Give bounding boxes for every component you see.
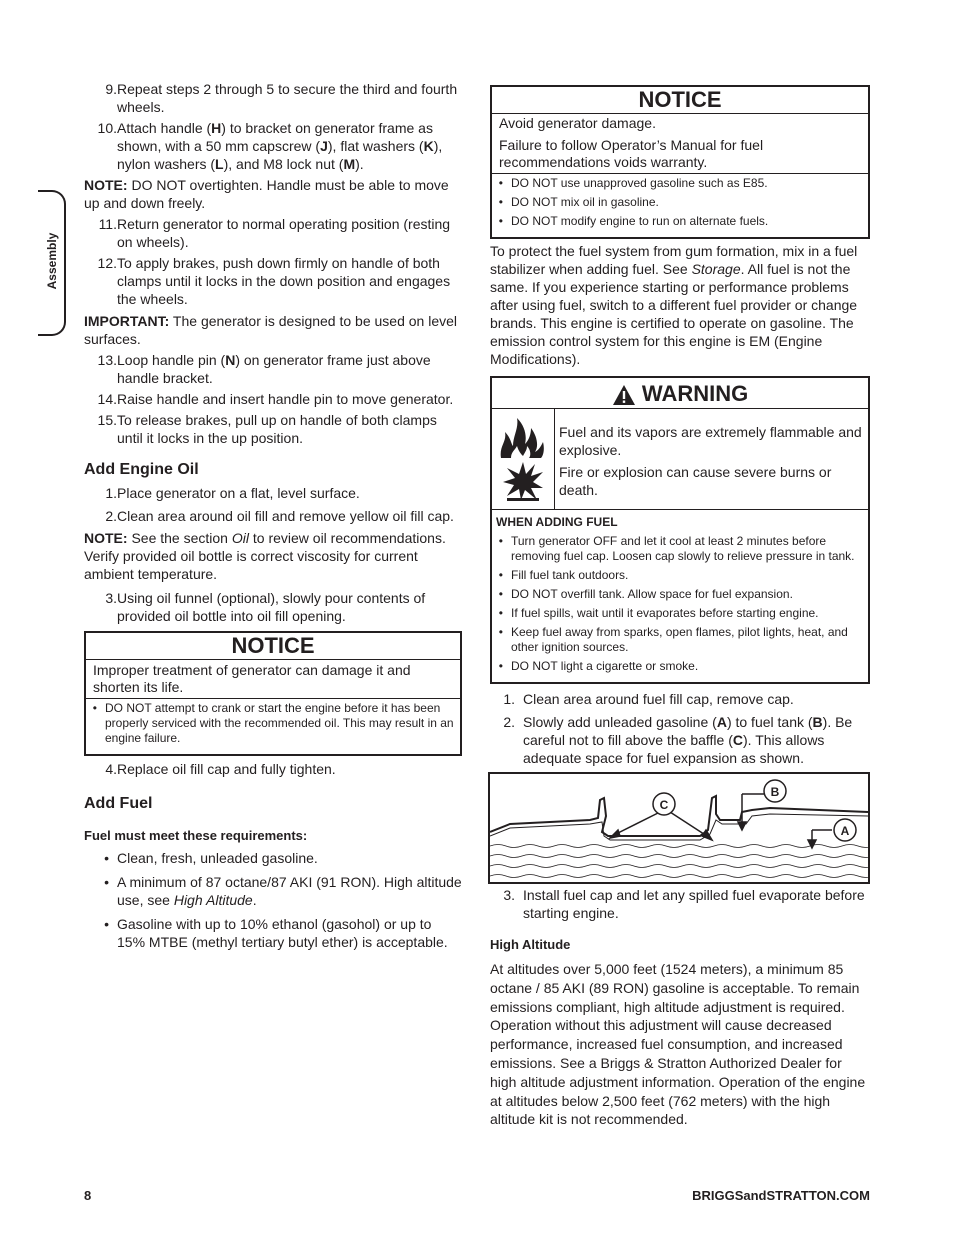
label-c: C (659, 798, 669, 812)
step-9: 9. Repeat steps 2 through 5 to secure the third and fourth wheels. (105, 81, 458, 115)
important-note: IMPORTANT: The generator is designed to be used on level surfaces. (84, 313, 458, 347)
warning-bullet: • If fuel spills, wait until it evaporates before starting engine. (498, 606, 819, 620)
notice-fuel-title: NOTICE (492, 87, 868, 114)
step-12: 12. To apply brakes, push down firmly on handle of both clamps until it locks in the down position and engages the wheels. (97, 255, 451, 307)
fuel-requirements-list (84, 849, 462, 951)
oil-step-1: 1. Place generator on a flat, level surface. (105, 485, 360, 501)
step-11: 11. Return generator to normal operating position (resting on wheels). (98, 216, 451, 250)
notice-fuel-box (490, 85, 870, 239)
note-oil: NOTE: See the section Oil to review oil recommendations. Verify provided oil bottle is correct viscosity for current ambient temperature. (84, 530, 446, 582)
fuel-step-1: 1. Clean area around fuel fill cap, remove cap. (503, 691, 794, 707)
fuel-req-3: • Gasoline with up to 10% ethanol (gasohol) or up to 15% MTBE (methyl tertiary butyl ether) is acceptable. (104, 916, 448, 950)
warning-triangle-icon (612, 384, 636, 406)
oil-step-3-list (84, 589, 462, 625)
fuel-stabilizer-paragraph: To protect the fuel system from gum formation, mix in a fuel stabilizer when adding fuel. See Storage. All fuel is not the same. If you experience starting or performance problems after using fuel, switch to a different fuel provider or change brands. This engine is certified to operate on gasoline. The emission control system for this engine is EM (Engine Modifications). (490, 243, 858, 367)
oil-step-4-list (84, 760, 462, 778)
warning-title: WARNING (641, 381, 749, 406)
warning-bullet: • Turn generator OFF and let it cool at least 2 minutes before removing fuel cap. Loosen cap slowly to relieve pressure in tank. (498, 534, 855, 563)
notice-fuel-bullet: • DO NOT modify engine to run on alternate fuels. (498, 214, 769, 228)
fire-icon (497, 416, 549, 460)
fuel-requirements-heading: Fuel must meet these requirements: (84, 828, 308, 843)
add-fuel-heading: Add Fuel (84, 795, 153, 812)
step-14: 14. Raise handle and insert handle pin to move generator. (97, 391, 454, 407)
steps-list-a (84, 80, 462, 173)
fuel-req-2: • A minimum of 87 octane/87 AKI (91 RON). High altitude use, see High Altitude. (104, 874, 462, 908)
oil-step-2: 2. Clean area around oil fill and remove yellow oil fill cap. (105, 508, 454, 524)
warning-hazard-row (492, 409, 868, 510)
label-b: B (770, 785, 780, 799)
notice-fuel-bullet: • DO NOT use unapproved gasoline such as E85. (498, 176, 768, 190)
notice-bullet: • DO NOT attempt to crank or start the engine before it has been properly serviced with the recommended oil. This may result in an engine failure. (92, 701, 454, 745)
fuel-step-2: 2. Slowly add unleaded gasoline (A) to fuel tank (B). Be careful not to fill above the baffle (C). This allows adequate space for fuel expansion as shown. (503, 714, 853, 766)
footer-website: BRIGGSandSTRATTON.COM (692, 1188, 870, 1203)
fuel-steps-list (490, 690, 870, 767)
warning-subheading: WHEN ADDING FUEL (496, 515, 618, 529)
fuel-tank-illustration (490, 774, 868, 882)
warning-message-2: Fire or explosion can cause severe burns or death. (559, 464, 832, 498)
step-13: 13. Loop handle pin (N) on generator frame just above handle bracket. (97, 352, 431, 386)
hazard-icons (492, 409, 555, 509)
oil-step-4: 4. Replace oil fill cap and fully tighten. (105, 761, 336, 777)
warning-bullet: • Keep fuel away from sparks, open flames, pilot lights, heat, and other ignition sources. (498, 625, 848, 654)
explosion-icon (501, 460, 545, 502)
warning-bullets (492, 531, 868, 682)
section-tab-label: Assembly (45, 232, 59, 290)
oil-step-3: 3. Using oil funnel (optional), slowly pour contents of provided oil bottle into oil fill opening. (105, 590, 426, 624)
warning-box (490, 376, 870, 684)
warning-header (492, 378, 868, 409)
fuel-step-3: 3. Install fuel cap and let any spilled fuel evaporate before starting engine. (503, 887, 865, 921)
steps-list-c (84, 351, 462, 447)
warning-bullet: • DO NOT overfill tank. Allow space for fuel expansion. (498, 587, 793, 601)
step-10: 10. Attach handle (H) to bracket on generator frame as shown, with a 50 mm capscrew (J), flat washers (K), nylon washers (L), and M8 lock nut (M). (97, 120, 443, 172)
section-tab (38, 190, 66, 336)
notice-fuel-message-2: Failure to follow Operator’s Manual for fuel recommendations voids warranty. (499, 137, 764, 170)
page-number: 8 (84, 1188, 92, 1203)
warning-bullet: • Fill fuel tank outdoors. (498, 568, 629, 582)
notice-fuel-message-1: Avoid generator damage. (499, 115, 656, 131)
fuel-tank-diagram (488, 772, 870, 884)
high-altitude-paragraph: At altitudes over 5,000 feet (1524 meters), a minimum 85 octane / 85 AKI (89 RON) gasoline is acceptable. To remain emissions compliant, high altitude adjustment is required. Operation without this adjustment will cause decreased performance, increased fuel consumption, and increased emissions. See a Briggs & Stratton Authorized Dealer for high altitude adjustment information. Operation of the engine at altitudes below 2,500 feet (762 meters) with the high altitude kit is not recommended. (490, 961, 866, 1128)
steps-list-b (84, 215, 462, 308)
warning-message-1: Fuel and its vapors are extremely flammable and explosive. (559, 424, 862, 458)
oil-steps-list (84, 484, 462, 525)
step-15: 15. To release brakes, pull up on handle of both clamps until it locks in the up position. (97, 412, 437, 446)
right-column (490, 85, 870, 1129)
notice-title: NOTICE (86, 633, 460, 660)
left-column (84, 80, 462, 951)
warning-messages (555, 409, 868, 509)
fuel-req-1: • Clean, fresh, unleaded gasoline. (104, 850, 318, 866)
warning-bullet: • DO NOT light a cigarette or smoke. (498, 659, 699, 673)
notice-message: Improper treatment of generator can damage it and shorten its life. (93, 662, 411, 695)
notice-fuel-bullet: • DO NOT mix oil in gasoline. (498, 195, 659, 209)
notice-bullets (86, 698, 460, 754)
note-overtighten: NOTE: DO NOT overtighten. Handle must be able to move up and down freely. (84, 177, 449, 211)
notice-fuel-bullets (492, 173, 868, 237)
high-altitude-heading: High Altitude (490, 937, 571, 952)
notice-oil-box (84, 631, 462, 756)
fuel-step-3-list (490, 886, 870, 922)
label-a: A (840, 824, 850, 838)
add-engine-oil-heading: Add Engine Oil (84, 461, 199, 478)
